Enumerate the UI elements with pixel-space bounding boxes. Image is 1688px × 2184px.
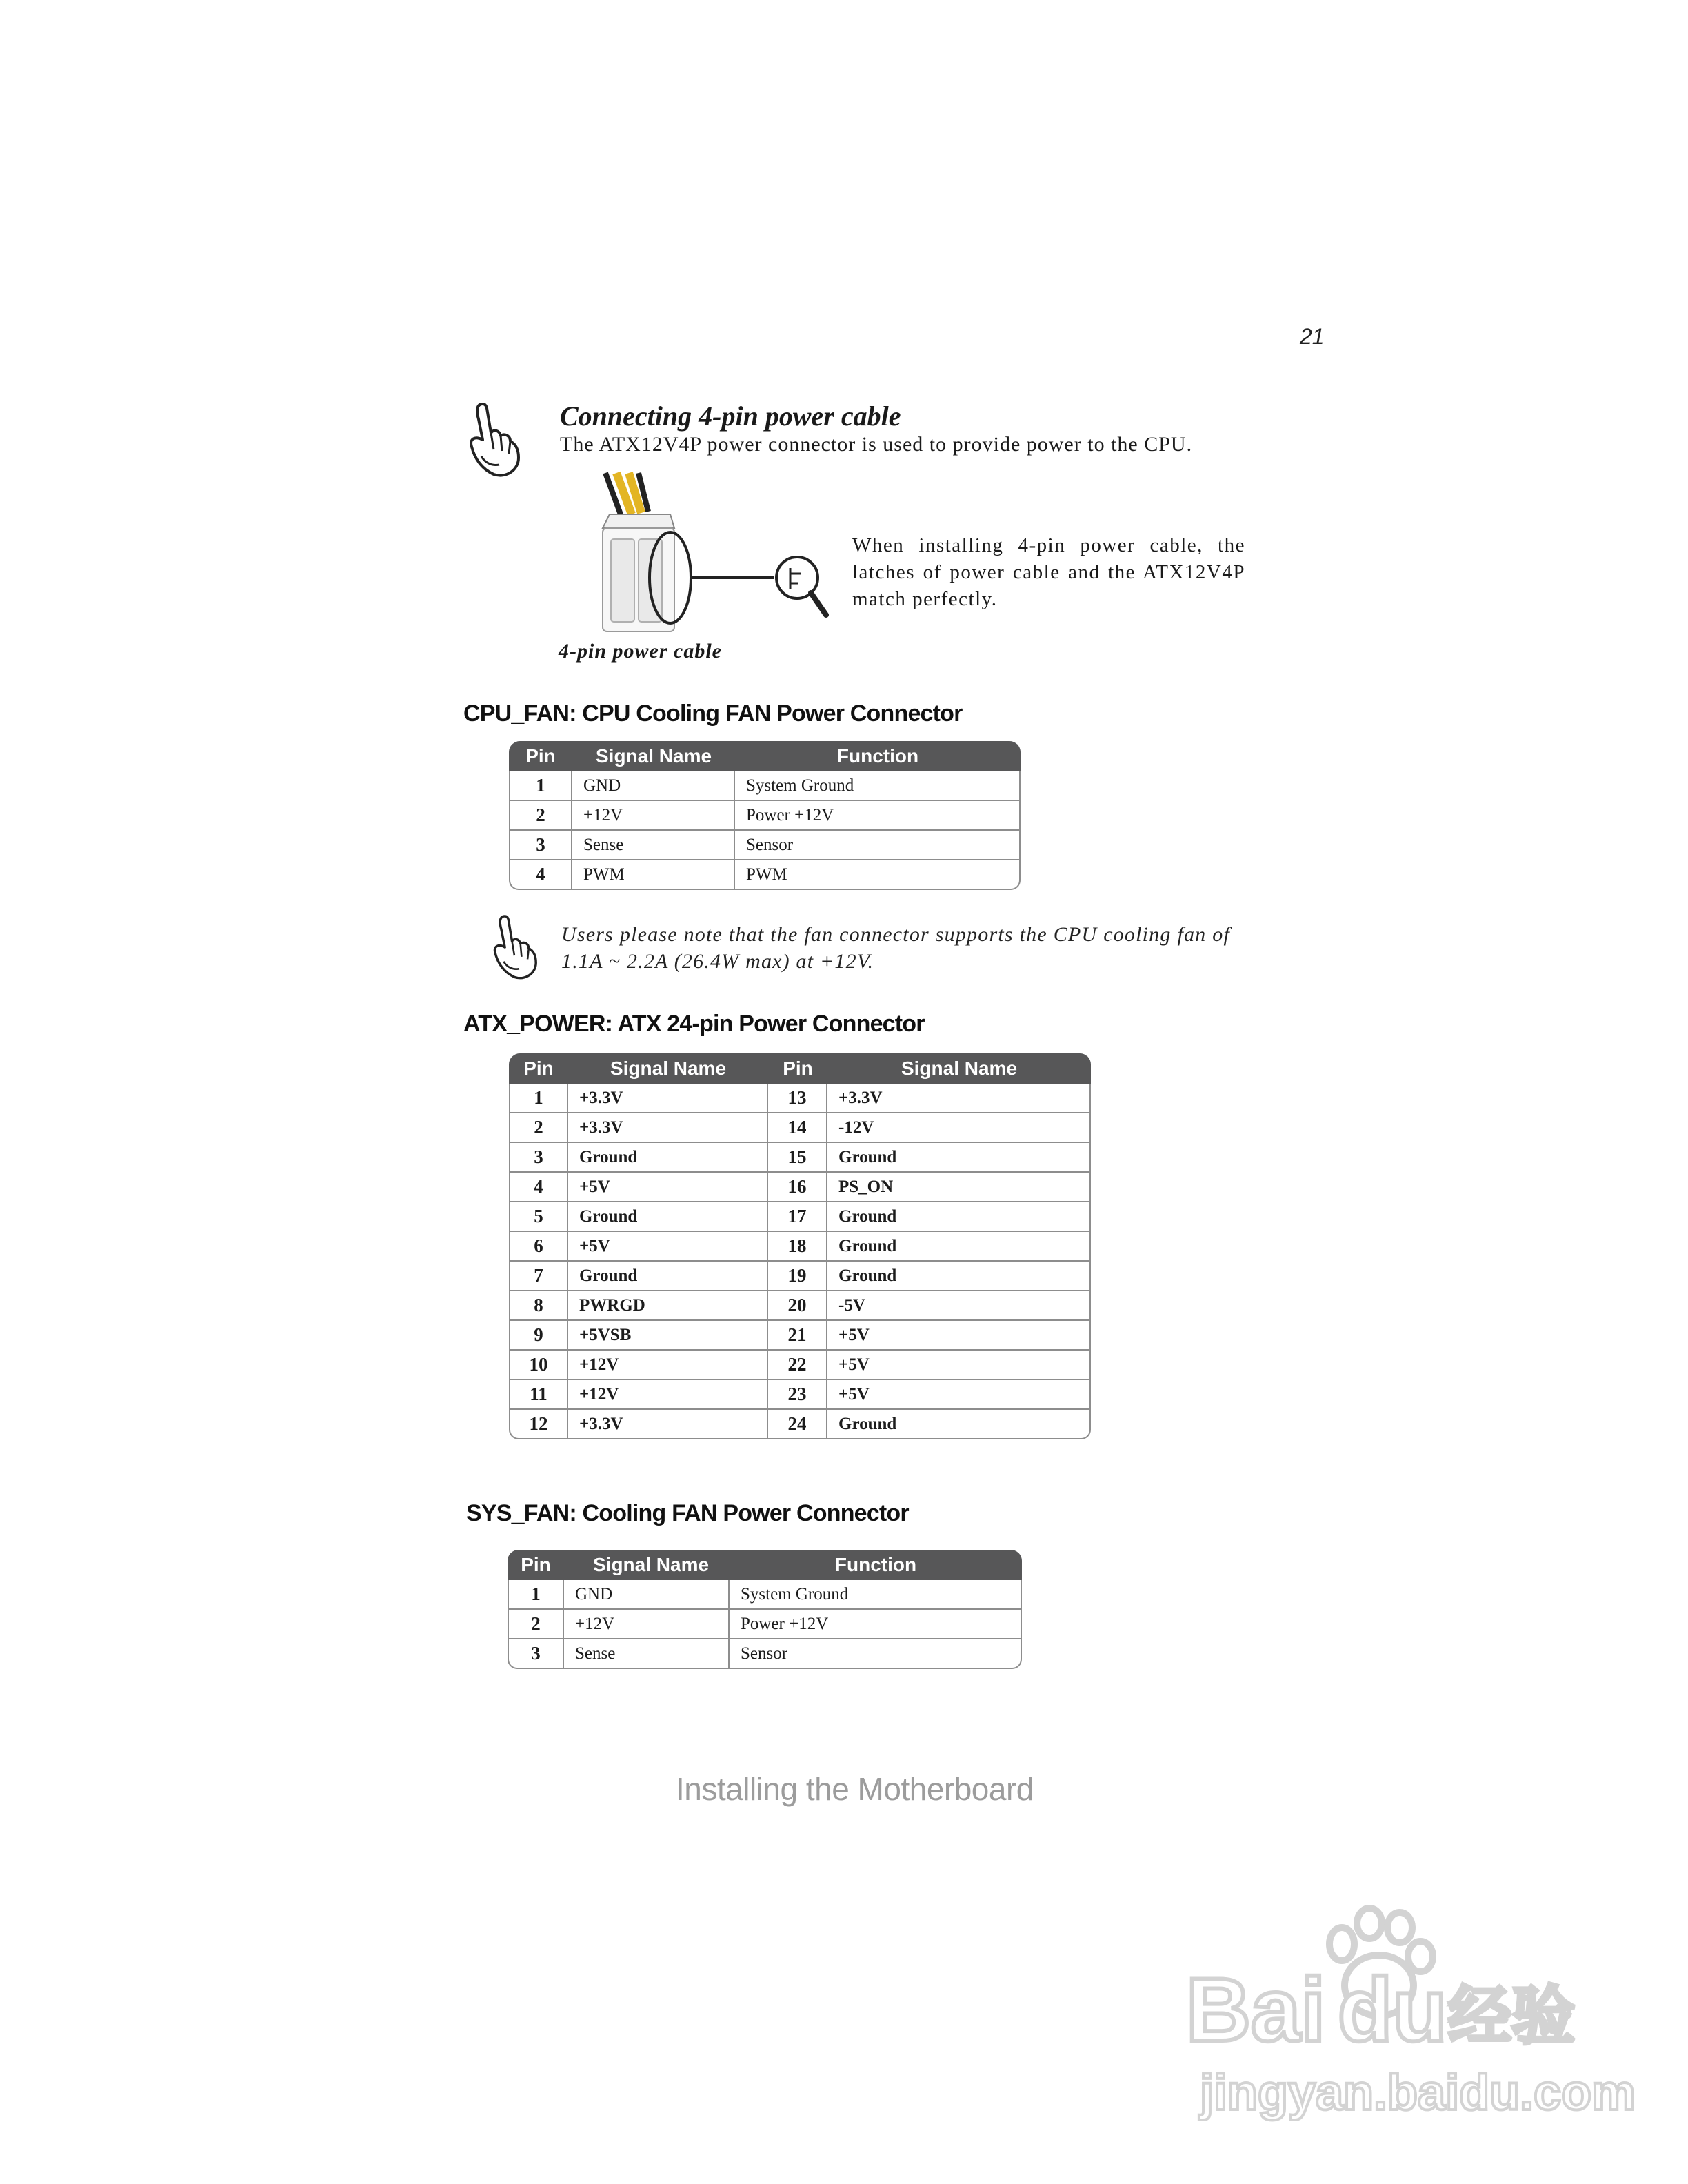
sys-fan-table (508, 1550, 1022, 1669)
table-row (509, 1202, 1091, 1232)
pin-cell: 1 (509, 1084, 568, 1113)
signal-cell: +5V (568, 1173, 768, 1202)
pin-cell: 17 (768, 1202, 827, 1232)
signal-cell: +5VSB (568, 1321, 768, 1351)
signal-cell: GND (564, 1580, 730, 1610)
pin-cell: 18 (768, 1232, 827, 1262)
pin-cell: 2 (509, 801, 572, 831)
svg-text:Bai: Bai (1186, 1959, 1326, 2060)
column-header: Signal Name (572, 741, 735, 771)
pin-cell: 15 (768, 1143, 827, 1173)
power-cable-note-body: The ATX12V4P power connector is used to provide power to the CPU. (560, 433, 1193, 456)
column-header: Pin (508, 1550, 564, 1580)
signal-cell: PS_ON (827, 1173, 1091, 1202)
cpu-fan-note: Users please note that the fan connector supports the CPU cooling fan of 1.1A ~ 2.2A (26.4W max) at +12V. (561, 923, 1230, 973)
pointing-hand-icon (487, 911, 542, 983)
signal-cell: Ground (827, 1232, 1091, 1262)
pin-cell: 21 (768, 1321, 827, 1351)
page-number: 21 (1300, 324, 1325, 349)
pin-cell: 19 (768, 1262, 827, 1291)
table-row (508, 1639, 1022, 1669)
signal-cell: Sense (572, 831, 735, 860)
table-row (509, 860, 1021, 890)
pin-cell: 23 (768, 1380, 827, 1410)
table-row (509, 1084, 1091, 1113)
pin-cell: 3 (509, 831, 572, 860)
signal-cell: +3.3V (568, 1113, 768, 1143)
power-cable-note-title: Connecting 4-pin power cable (560, 401, 901, 432)
signal-cell: Ground (568, 1143, 768, 1173)
pin-cell: 12 (509, 1410, 568, 1439)
table-row (509, 1143, 1091, 1173)
column-header: Pin (768, 1053, 827, 1084)
table-row (509, 1410, 1091, 1439)
pin-cell: 1 (509, 771, 572, 801)
pin-cell: 22 (768, 1351, 827, 1380)
pin-cell: 24 (768, 1410, 827, 1439)
signal-cell: +5V (827, 1321, 1091, 1351)
table-row (509, 1113, 1091, 1143)
table-row (509, 1173, 1091, 1202)
signal-cell: +12V (568, 1380, 768, 1410)
table-row (509, 1291, 1091, 1321)
pin-cell: 13 (768, 1084, 827, 1113)
signal-cell: +12V (568, 1351, 768, 1380)
table-row (509, 831, 1021, 860)
pin-cell: 9 (509, 1321, 568, 1351)
pointing-hand-icon (462, 398, 525, 481)
signal-cell: -12V (827, 1113, 1091, 1143)
signal-cell: +5V (827, 1351, 1091, 1380)
signal-cell: Ground (568, 1262, 768, 1291)
svg-text:du: du (1338, 1959, 1447, 2060)
signal-cell: +12V (564, 1610, 730, 1639)
function-cell: Sensor (730, 1639, 1022, 1669)
column-header: Signal Name (568, 1053, 768, 1084)
function-cell: Sensor (735, 831, 1021, 860)
cpu-fan-table (509, 741, 1021, 890)
cpu-fan-heading: CPU_FAN: CPU Cooling FAN Power Connector (463, 700, 963, 727)
function-cell: PWM (735, 860, 1021, 890)
signal-cell: Ground (827, 1410, 1091, 1439)
svg-text:经验: 经验 (1448, 1979, 1576, 2053)
table-row (509, 1262, 1091, 1291)
pin-cell: 20 (768, 1291, 827, 1321)
column-header: Function (735, 741, 1021, 771)
signal-cell: +5V (827, 1380, 1091, 1410)
pin-cell: 3 (508, 1639, 564, 1669)
magnifier-icon (770, 540, 832, 624)
signal-cell: PWM (572, 860, 735, 890)
table-row (508, 1610, 1022, 1639)
pin-cell: 1 (508, 1580, 564, 1610)
signal-cell: Ground (827, 1202, 1091, 1232)
pin-cell: 8 (509, 1291, 568, 1321)
function-cell: Power +12V (730, 1610, 1022, 1639)
table-row (509, 1232, 1091, 1262)
signal-cell: +3.3V (827, 1084, 1091, 1113)
signal-cell: Ground (827, 1143, 1091, 1173)
baidu-watermark (1172, 1903, 1636, 2127)
page-footer: Installing the Motherboard (676, 1771, 1034, 1807)
column-header: Signal Name (564, 1550, 730, 1580)
function-cell: Power +12V (735, 801, 1021, 831)
pin-cell: 11 (509, 1380, 568, 1410)
table-row (509, 771, 1021, 801)
atx-power-heading: ATX_POWER: ATX 24-pin Power Connector (463, 1011, 925, 1037)
pin-cell: 16 (768, 1173, 827, 1202)
svg-text:jingyan.baidu.com: jingyan.baidu.com (1200, 2065, 1636, 2121)
pin-cell: 6 (509, 1232, 568, 1262)
function-cell: System Ground (730, 1580, 1022, 1610)
signal-cell: GND (572, 771, 735, 801)
column-header: Function (730, 1550, 1022, 1580)
column-header: Pin (509, 1053, 568, 1084)
pin-cell: 14 (768, 1113, 827, 1143)
signal-cell: +5V (568, 1232, 768, 1262)
sys-fan-heading: SYS_FAN: Cooling FAN Power Connector (466, 1500, 909, 1526)
signal-cell: Sense (564, 1639, 730, 1669)
table-row (509, 1321, 1091, 1351)
pin-cell: 2 (508, 1610, 564, 1639)
pin-cell: 3 (509, 1143, 568, 1173)
signal-cell: PWRGD (568, 1291, 768, 1321)
signal-cell: Ground (827, 1262, 1091, 1291)
signal-cell: +12V (572, 801, 735, 831)
table-row (509, 1380, 1091, 1410)
pin-cell: 4 (509, 860, 572, 890)
signal-cell: +3.3V (568, 1084, 768, 1113)
atx-power-table (509, 1053, 1091, 1439)
baidu-paw-icon (1172, 1903, 1636, 2123)
pin-cell: 7 (509, 1262, 568, 1291)
pin-cell: 4 (509, 1173, 568, 1202)
cable-caption: 4-pin power cable (559, 640, 722, 663)
column-header: Pin (509, 741, 572, 771)
cable-install-text: When installing 4-pin power cable, the latches of power cable and the ATX12V4P match perfectly. (852, 534, 1245, 610)
function-cell: System Ground (735, 771, 1021, 801)
signal-cell: -5V (827, 1291, 1091, 1321)
signal-cell: +3.3V (568, 1410, 768, 1439)
column-header: Signal Name (827, 1053, 1091, 1084)
pin-cell: 10 (509, 1351, 568, 1380)
signal-cell: Ground (568, 1202, 768, 1232)
pin-cell: 5 (509, 1202, 568, 1232)
pin-cell: 2 (509, 1113, 568, 1143)
table-row (509, 1351, 1091, 1380)
table-row (509, 801, 1021, 831)
table-row (508, 1580, 1022, 1610)
